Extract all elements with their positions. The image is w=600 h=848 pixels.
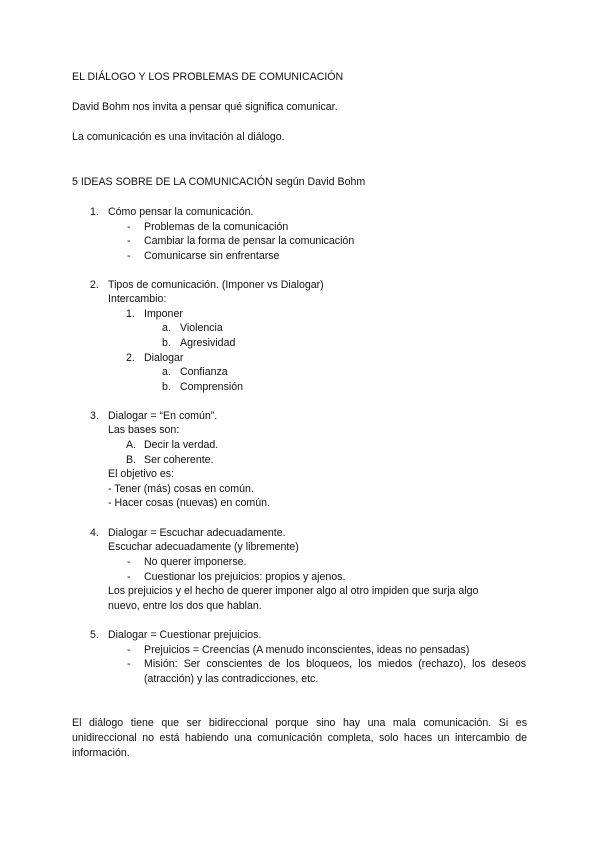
- idea-heading: Cómo pensar la comunicación.: [108, 206, 254, 218]
- intro-paragraph-2: La comunicación es una invitación al diálogo.: [72, 131, 285, 143]
- sub-item-label: Imponer: [144, 308, 183, 320]
- list-item: Confianza: [180, 366, 228, 378]
- list-item: Problemas de la comunicación: [144, 221, 289, 233]
- list-marker: b.: [162, 381, 171, 393]
- idea-heading: Tipos de comunicación. (Imponer vs Dialogar): [108, 279, 324, 291]
- idea-heading: Dialogar = “En común”.: [108, 410, 218, 422]
- list-marker: b.: [162, 337, 171, 349]
- list-item: Comunicarse sin enfrentarse: [144, 250, 280, 262]
- list-item: No querer imponerse.: [144, 556, 247, 568]
- intro-paragraph-1: David Bohm nos invita a pensar qué significa comunicar.: [72, 101, 338, 113]
- sub-label: Las bases son:: [108, 424, 180, 436]
- list-marker: B.: [126, 454, 137, 466]
- bullet-dash: -: [127, 556, 131, 568]
- list-marker: 1.: [126, 308, 135, 320]
- list-item: Cambiar la forma de pensar la comunicación: [144, 235, 355, 247]
- list-marker: A.: [126, 439, 137, 451]
- list-item: Misión: Ser conscientes de los bloqueos, los miedos (rechazo), los deseos: [144, 658, 526, 670]
- list-marker: 4.: [90, 527, 99, 539]
- bullet-dash: -: [127, 571, 131, 583]
- note-text: nuevo, entre los dos que hablan.: [108, 600, 262, 612]
- list-marker: 2.: [90, 279, 99, 291]
- list-item: Prejuicios = Creencias (A menudo inconscientes, ideas no pensadas): [144, 644, 470, 656]
- conclusion-line: El diálogo tiene que ser bidireccional porque sino hay una mala comunicación. Si es: [72, 717, 527, 729]
- conclusion-line: información.: [72, 747, 130, 759]
- list-marker: a.: [162, 366, 171, 378]
- list-marker: 2.: [126, 352, 135, 364]
- list-item: Ser coherente.: [144, 454, 214, 466]
- list-marker: 3.: [90, 410, 99, 422]
- bullet-dash: -: [127, 658, 131, 670]
- list-item: - Tener (más) cosas en común.: [108, 483, 254, 495]
- list-item: - Hacer cosas (nuevas) en común.: [108, 497, 270, 509]
- list-item-continuation: (atracción) y las contradicciones, etc.: [144, 673, 319, 685]
- list-marker: 1.: [90, 206, 99, 218]
- bullet-dash: -: [127, 221, 131, 233]
- sub-label: Escuchar adecuadamente (y libremente): [108, 541, 299, 553]
- idea-heading: Dialogar = Escuchar adecuadamente.: [108, 527, 286, 539]
- list-item: Violencia: [180, 322, 223, 334]
- list-item: Cuestionar los prejuicios: propios y ajenos.: [144, 571, 346, 583]
- bullet-dash: -: [127, 250, 131, 262]
- list-marker: 5.: [90, 629, 99, 641]
- sub-label: El objetivo es:: [108, 468, 174, 480]
- list-item: Decir la verdad.: [144, 439, 219, 451]
- conclusion-line: unidireccional no está habiendo una comunicación completa, solo haces un intercambio de: [72, 732, 527, 744]
- bullet-dash: -: [127, 644, 131, 656]
- conclusion-paragraph: [72, 716, 527, 761]
- note-text: Los prejuicios y el hecho de querer imponer algo al otro impiden que surja algo: [108, 585, 479, 597]
- bullet-dash: -: [127, 235, 131, 247]
- sub-item-label: Dialogar: [144, 352, 184, 364]
- sub-label: Intercambio:: [108, 293, 167, 305]
- section-heading: 5 IDEAS SOBRE DE LA COMUNICACIÓN según David Bohm: [72, 176, 366, 188]
- list-item: Comprensión: [180, 381, 244, 393]
- list-item: Agresividad: [180, 337, 236, 349]
- document-title: EL DIÁLOGO Y LOS PROBLEMAS DE COMUNICACIÓN: [72, 71, 344, 83]
- idea-heading: Dialogar = Cuestionar prejuicios.: [108, 629, 262, 641]
- list-marker: a.: [162, 322, 171, 334]
